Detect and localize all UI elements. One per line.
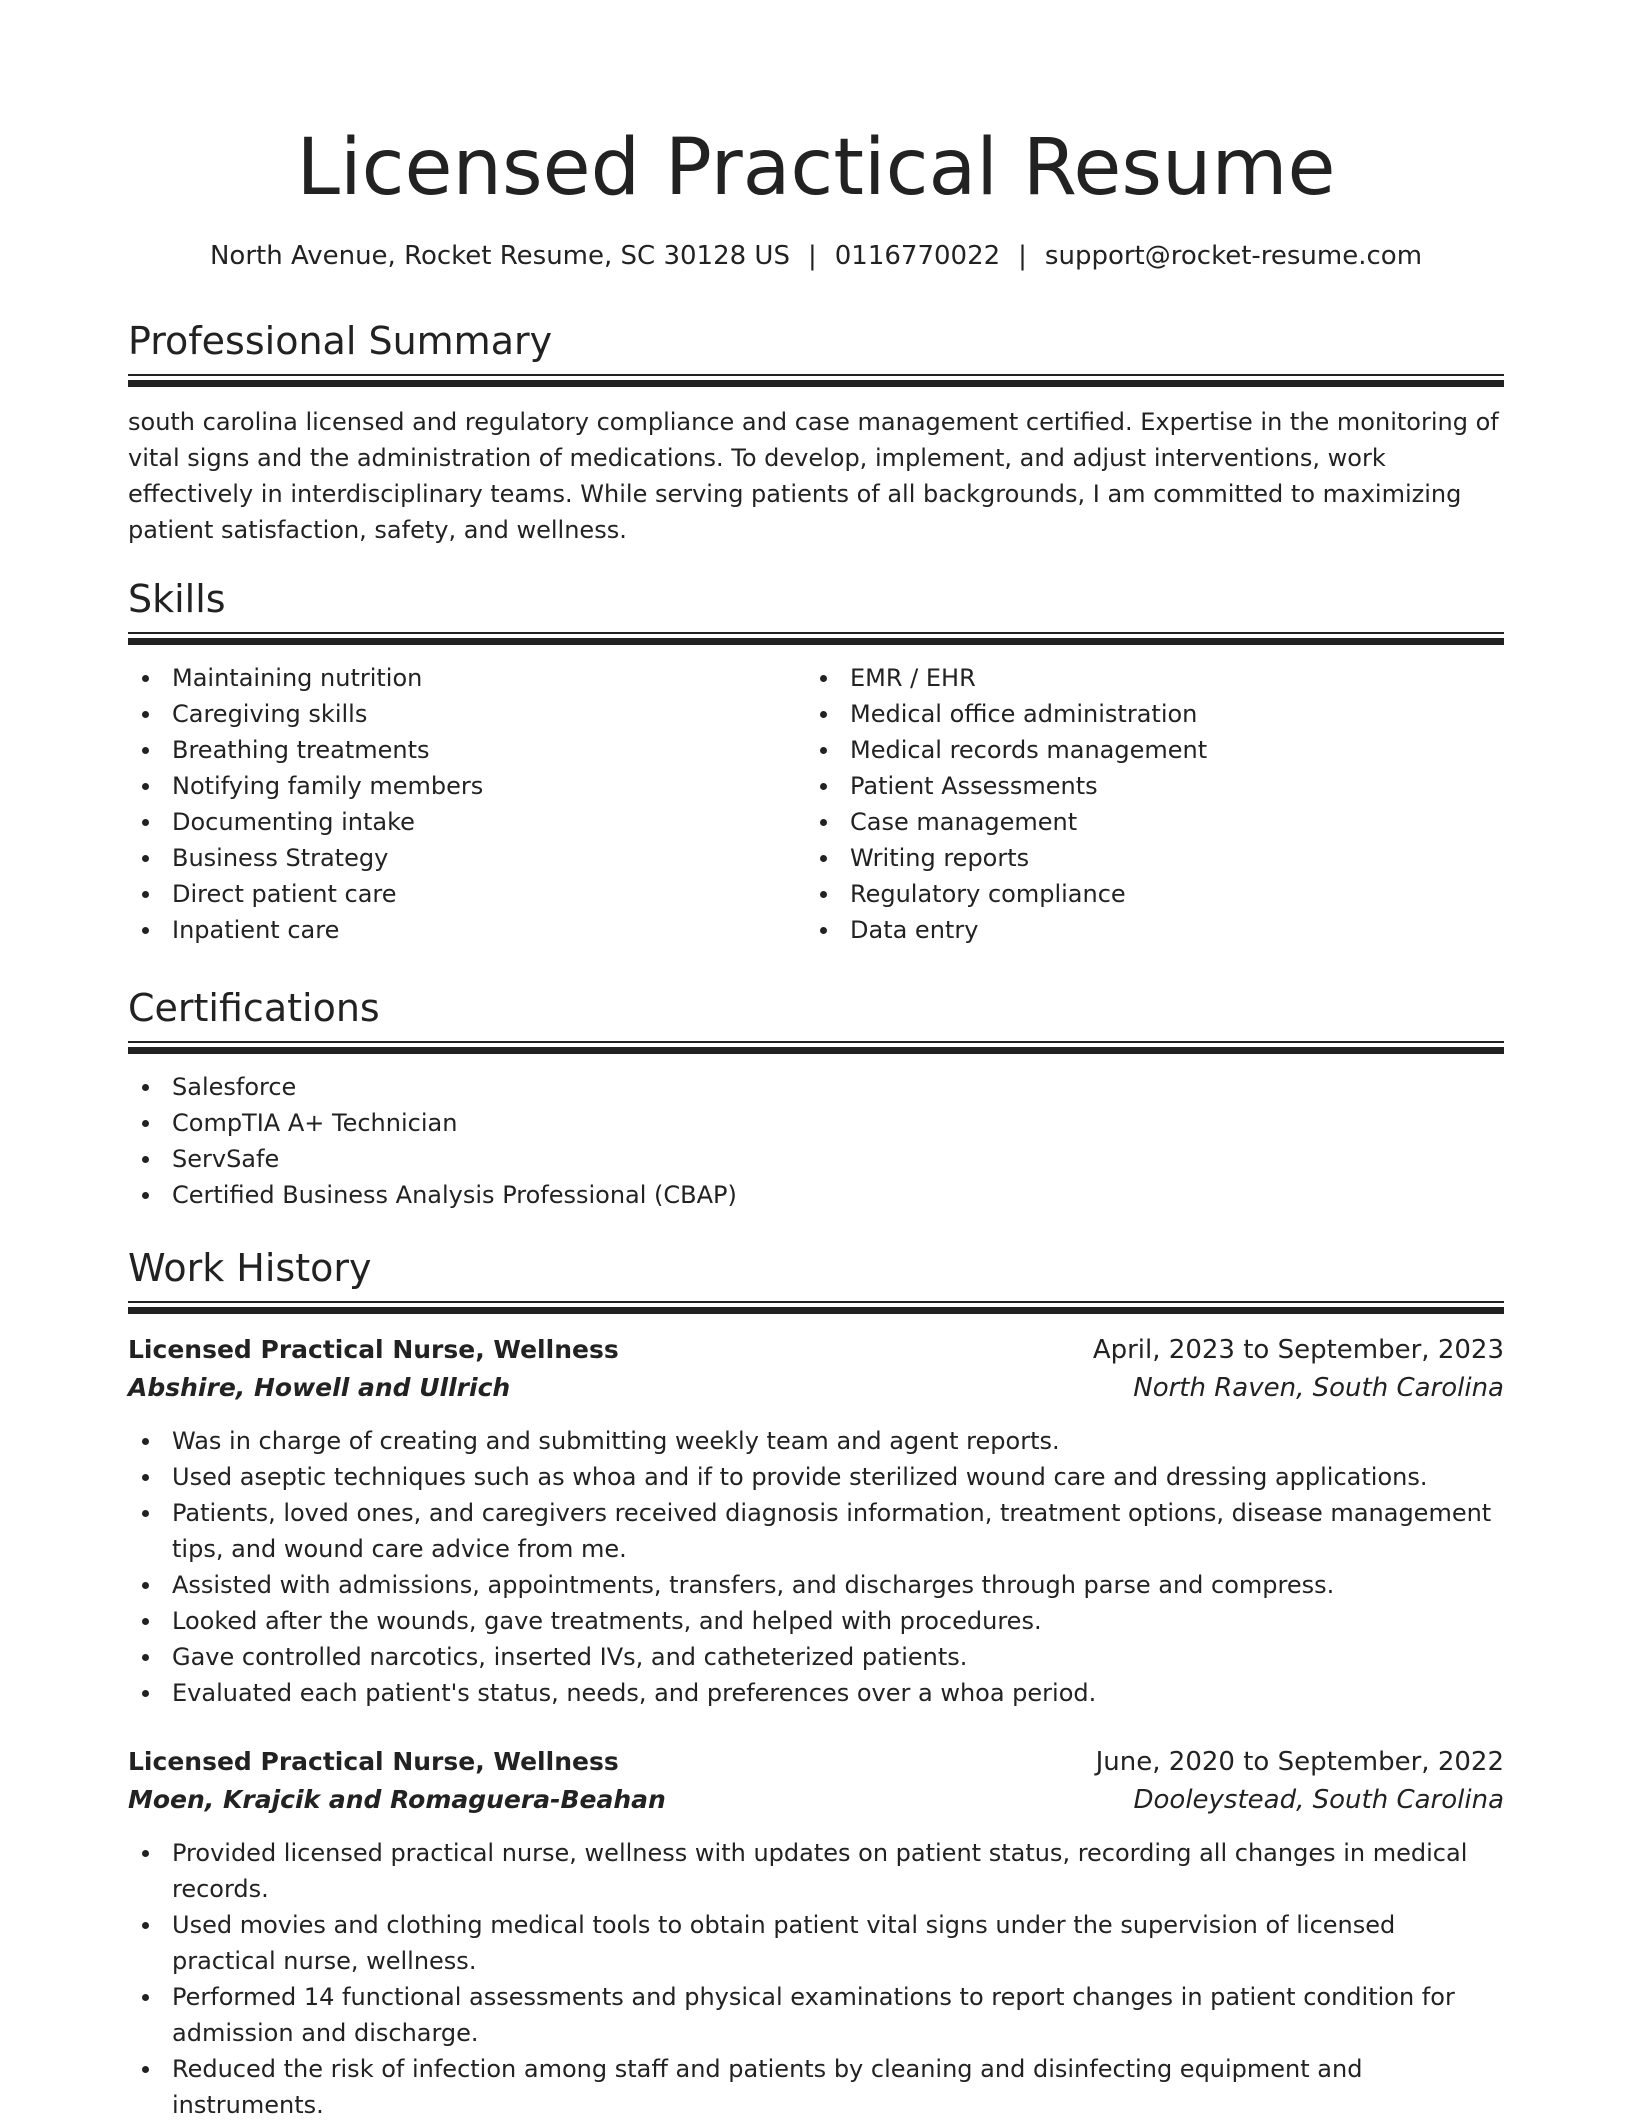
certification-item: Certified Business Analysis Professional (CBAP) xyxy=(128,1177,1504,1213)
skills-list-right xyxy=(806,660,1466,948)
skill-item: Case management xyxy=(806,804,1466,840)
contact-separator: | xyxy=(807,241,817,271)
job-duty: Gave controlled narcotics, inserted IVs, and catheterized patients. xyxy=(128,1639,1504,1675)
skill-item: EMR / EHR xyxy=(806,660,1466,696)
skill-item: Data entry xyxy=(806,912,1466,948)
resume-name: Licensed Practical Resume xyxy=(296,123,1336,213)
job-title: Licensed Practical Nurse, Wellness xyxy=(128,1747,619,1776)
section-title-summary: Professional Summary xyxy=(128,319,553,363)
job-duties-list xyxy=(128,1835,1504,2123)
job-duty: Patients, loved ones, and caregivers received diagnosis information, treatment options, disease management tips, and wound care advice from me. xyxy=(128,1495,1504,1567)
job-duty: Reduced the risk of infection among staff and patients by cleaning and disinfecting equipment and instruments. xyxy=(128,2051,1504,2123)
job-duty: Provided licensed practical nurse, wellness with updates on patient status, recording all changes in medical records. xyxy=(128,1835,1504,1907)
job-duty: Assisted with admissions, appointments, transfers, and discharges through parse and compress. xyxy=(128,1567,1504,1603)
certifications-list xyxy=(128,1069,1504,1213)
contact-line xyxy=(128,238,1504,274)
section-divider xyxy=(128,374,1504,388)
contact-email: support@rocket-resume.com xyxy=(1044,241,1423,271)
skill-item: Medical records management xyxy=(806,732,1466,768)
job-duty: Performed 14 functional assessments and physical examinations to report changes in patient condition for admission and discharge. xyxy=(128,1979,1504,2051)
job-header xyxy=(128,1743,1504,1819)
skill-item: Patient Assessments xyxy=(806,768,1466,804)
skill-item: Documenting intake xyxy=(128,804,788,840)
certification-item: ServSafe xyxy=(128,1141,1504,1177)
section-title-skills: Skills xyxy=(128,577,226,621)
job-duty: Was in charge of creating and submitting weekly team and agent reports. xyxy=(128,1423,1504,1459)
contact-phone: 0116770022 xyxy=(834,241,1001,271)
contact-address: North Avenue, Rocket Resume, SC 30128 US xyxy=(209,241,790,271)
skill-item: Notifying family members xyxy=(128,768,788,804)
section-title-certifications: Certifications xyxy=(128,986,380,1030)
skill-item: Caregiving skills xyxy=(128,696,788,732)
skill-item: Business Strategy xyxy=(128,840,788,876)
skill-item: Medical office administration xyxy=(806,696,1466,732)
job-duty: Looked after the wounds, gave treatments, and helped with procedures. xyxy=(128,1603,1504,1639)
section-title-work-history: Work History xyxy=(128,1246,372,1290)
job-dates: April, 2023 to September, 2023 xyxy=(1092,1335,1504,1365)
summary-text: south carolina licensed and regulatory compliance and case management certified. Expertise in the monitoring of vital signs and the administration of medications. To develop, implement, and adjust interventions, work effectively in interdisciplinary teams. While serving patients of all backgrounds, I am committed to maximizing patient satisfaction, safety, and wellness. xyxy=(128,408,1499,544)
contact-separator: | xyxy=(1018,241,1027,271)
job-header xyxy=(128,1331,1504,1407)
job-duties xyxy=(128,1423,1504,1711)
certifications-block xyxy=(128,1069,1504,1213)
skill-item: Regulatory compliance xyxy=(806,876,1466,912)
skill-item: Writing reports xyxy=(806,840,1466,876)
skill-item: Breathing treatments xyxy=(128,732,788,768)
job-company: Moen, Krajcik and Romaguera-Beahan xyxy=(128,1785,666,1814)
skills-list-left xyxy=(128,660,788,948)
job-title: Licensed Practical Nurse, Wellness xyxy=(128,1335,619,1364)
skills-column-right xyxy=(806,660,1466,948)
certification-item: CompTIA A+ Technician xyxy=(128,1105,1504,1141)
certification-item: Salesforce xyxy=(128,1069,1504,1105)
section-divider xyxy=(128,1301,1504,1315)
section-divider xyxy=(128,1041,1504,1055)
skill-item: Inpatient care xyxy=(128,912,788,948)
job-location: North Raven, South Carolina xyxy=(1133,1373,1504,1403)
job-duties-list xyxy=(128,1423,1504,1711)
job-dates: June, 2020 to September, 2022 xyxy=(1095,1747,1504,1777)
job-company: Abshire, Howell and Ullrich xyxy=(128,1373,511,1402)
skill-item: Direct patient care xyxy=(128,876,788,912)
job-duty: Evaluated each patient's status, needs, and preferences over a whoa period. xyxy=(128,1675,1504,1711)
skills-column-left xyxy=(128,660,788,948)
job-location: Dooleystead, South Carolina xyxy=(1133,1785,1504,1815)
job-duty: Used movies and clothing medical tools to obtain patient vital signs under the supervision of licensed practical nurse, wellness. xyxy=(128,1907,1504,1979)
section-divider xyxy=(128,632,1504,646)
skill-item: Maintaining nutrition xyxy=(128,660,788,696)
job-duty: Used aseptic techniques such as whoa and if to provide sterilized wound care and dressing applications. xyxy=(128,1459,1504,1495)
job-duties xyxy=(128,1835,1504,2123)
